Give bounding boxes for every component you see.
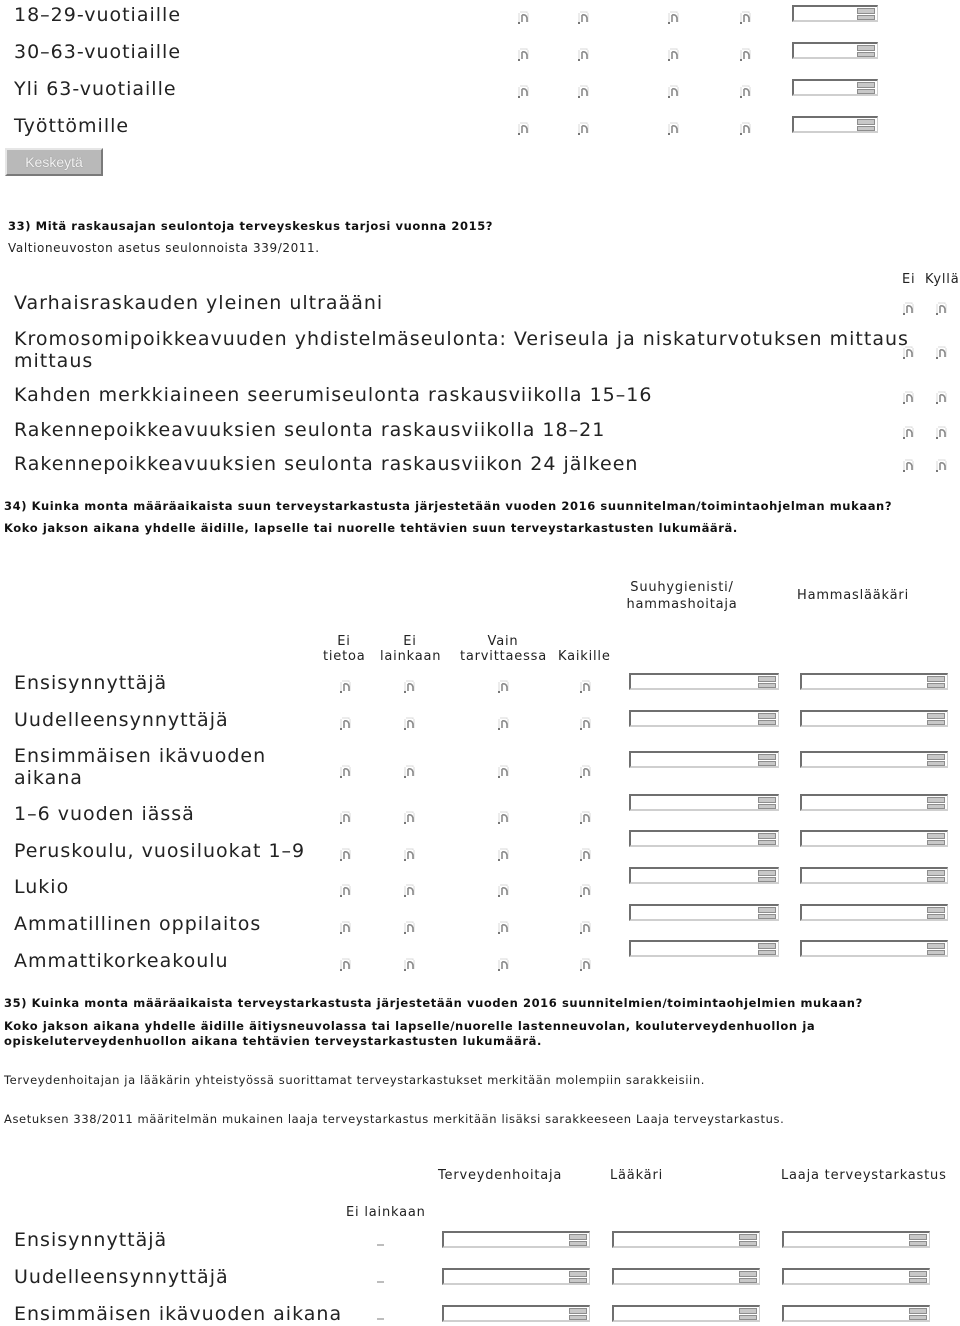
yes-radio[interactable] <box>933 458 949 474</box>
column-wide-check-header: Laaja terveystarkastus <box>781 1168 947 1183</box>
column-header: Ei <box>403 634 417 649</box>
no-radio[interactable] <box>900 458 916 474</box>
dentist-count-input[interactable] <box>800 867 948 884</box>
answer-radio[interactable] <box>337 883 353 899</box>
question-33-title: 33) Mitä raskausajan seulontoja terveyskeskus tarjosi vuonna 2015? <box>8 219 494 233</box>
answer-radio[interactable] <box>575 121 591 137</box>
age-stage-label: Ensimmäisen ikävuoden <box>14 745 267 767</box>
spinner-arrows-icon[interactable] <box>569 1308 587 1320</box>
none-checkbox[interactable] <box>377 1318 384 1320</box>
answer-radio[interactable] <box>575 47 591 63</box>
answer-radio[interactable] <box>337 957 353 973</box>
answer-radio[interactable] <box>401 957 417 973</box>
age-group-label: Työttömille <box>14 115 130 137</box>
age-stage-label: 1–6 vuoden iässä <box>14 803 195 825</box>
question-35-title: 35) Kuinka monta määräaikaista terveystarkastusta järjestetään vuoden 2016 suunnitelmien/toimintaohjelmien mukaan? <box>4 996 863 1010</box>
answer-radio[interactable] <box>577 847 593 863</box>
spinner-arrows-icon[interactable] <box>927 870 945 882</box>
dentist-count-input[interactable] <box>800 710 948 727</box>
answer-radio[interactable] <box>495 957 511 973</box>
answer-radio[interactable] <box>515 47 531 63</box>
wide-check-count-input[interactable] <box>782 1268 930 1285</box>
spinner-arrows-icon[interactable] <box>758 713 776 725</box>
answer-radio[interactable] <box>515 84 531 100</box>
hygienist-count-input[interactable] <box>629 904 779 921</box>
spinner-arrows-icon[interactable] <box>758 907 776 919</box>
screening-label: mittaus <box>14 350 94 372</box>
answer-radio[interactable] <box>737 84 753 100</box>
spinner-arrows-icon[interactable] <box>758 943 776 955</box>
dentist-count-input[interactable] <box>800 794 948 811</box>
dentist-count-input[interactable] <box>800 904 948 921</box>
column-nurse-header: Terveydenhoitaja <box>438 1168 563 1183</box>
column-header: Ei <box>337 634 351 649</box>
answer-radio[interactable] <box>737 47 753 63</box>
answer-radio[interactable] <box>515 10 531 26</box>
age-stage-label: Ammattikorkeakoulu <box>14 950 229 972</box>
answer-radio[interactable] <box>401 847 417 863</box>
answer-radio[interactable] <box>665 121 681 137</box>
spinner-arrows-icon[interactable] <box>758 833 776 845</box>
spinner-arrows-icon[interactable] <box>758 676 776 688</box>
question-33-note: Valtioneuvoston asetus seulonnoista 339/2011. <box>8 241 320 255</box>
spinner-arrows-icon[interactable] <box>857 82 875 94</box>
column-header: tietoa <box>323 649 366 664</box>
spinner-arrows-icon[interactable] <box>909 1234 927 1246</box>
dentist-count-input[interactable] <box>800 751 948 768</box>
question-35-subtitle: opiskeluterveydenhuollon aikana tehtävien terveystarkastusten lukumäärä. <box>4 1034 542 1048</box>
screening-label: Rakennepoikkeavuuksien seulonta raskausviikolla 18–21 <box>14 419 606 441</box>
nurse-count-input[interactable] <box>442 1231 590 1248</box>
column-no-header: Ei <box>902 272 916 287</box>
age-stage-label: Uudelleensynnyttäjä <box>14 1266 229 1288</box>
count-input[interactable] <box>792 79 878 96</box>
column-doctor-header: Lääkäri <box>610 1168 663 1183</box>
no-radio[interactable] <box>900 301 916 317</box>
wide-check-count-input[interactable] <box>782 1231 930 1248</box>
answer-radio[interactable] <box>575 84 591 100</box>
answer-radio[interactable] <box>337 920 353 936</box>
answer-radio[interactable] <box>577 810 593 826</box>
answer-radio[interactable] <box>337 847 353 863</box>
age-group-label: 18–29-vuotiaille <box>14 4 182 26</box>
hygienist-count-input[interactable] <box>629 751 779 768</box>
dentist-count-input[interactable] <box>800 830 948 847</box>
hygienist-count-input[interactable] <box>629 794 779 811</box>
spinner-arrows-icon[interactable] <box>927 713 945 725</box>
spinner-arrows-icon[interactable] <box>758 797 776 809</box>
answer-radio[interactable] <box>495 847 511 863</box>
answer-radio[interactable] <box>337 764 353 780</box>
screening-label: Kromosomipoikkeavuuden yhdistelmäseulonta: Veriseula ja niskaturvotuksen mittaus <box>14 328 909 350</box>
hygienist-count-input[interactable] <box>629 830 779 847</box>
count-input[interactable] <box>792 42 878 59</box>
spinner-arrows-icon[interactable] <box>927 907 945 919</box>
age-stage-label: aikana <box>14 767 83 789</box>
column-header: tarvittaessa <box>460 649 547 664</box>
spinner-arrows-icon[interactable] <box>909 1271 927 1283</box>
age-stage-label: Ensimmäisen ikävuoden aikana <box>14 1303 343 1325</box>
age-stage-label: Lukio <box>14 876 70 898</box>
spinner-arrows-icon[interactable] <box>739 1271 757 1283</box>
spinner-arrows-icon[interactable] <box>927 676 945 688</box>
answer-radio[interactable] <box>665 47 681 63</box>
answer-radio[interactable] <box>337 810 353 826</box>
spinner-arrows-icon[interactable] <box>569 1234 587 1246</box>
answer-radio[interactable] <box>577 883 593 899</box>
spinner-arrows-icon[interactable] <box>739 1308 757 1320</box>
spinner-arrows-icon[interactable] <box>739 1234 757 1246</box>
answer-radio[interactable] <box>401 716 417 732</box>
answer-radio[interactable] <box>337 716 353 732</box>
group-hygienist-header: hammashoitaja <box>626 597 738 612</box>
answer-radio[interactable] <box>577 764 593 780</box>
question-34-title: 34) Kuinka monta määräaikaista suun terveystarkastusta järjestetään vuoden 2016 suunnitelman/toimintaohjelman mukaan? <box>4 499 893 513</box>
age-stage-label: Peruskoulu, vuosiluokat 1–9 <box>14 840 306 862</box>
doctor-count-input[interactable] <box>612 1268 760 1285</box>
doctor-count-input[interactable] <box>612 1305 760 1322</box>
answer-radio[interactable] <box>665 10 681 26</box>
cancel-button[interactable]: Keskeytä <box>5 148 103 176</box>
answer-radio[interactable] <box>495 810 511 826</box>
answer-radio[interactable] <box>495 764 511 780</box>
nurse-count-input[interactable] <box>442 1305 590 1322</box>
yes-radio[interactable] <box>933 345 949 361</box>
spinner-arrows-icon[interactable] <box>909 1308 927 1320</box>
spinner-arrows-icon[interactable] <box>927 833 945 845</box>
answer-radio[interactable] <box>665 84 681 100</box>
question-35-note: Asetuksen 338/2011 määritelmän mukainen laaja terveystarkastus merkitään lisäksi sarakkeeseen Laaja terveystarkastus. <box>4 1112 785 1126</box>
answer-radio[interactable] <box>401 679 417 695</box>
wide-check-count-input[interactable] <box>782 1305 930 1322</box>
answer-radio[interactable] <box>401 810 417 826</box>
spinner-arrows-icon[interactable] <box>569 1271 587 1283</box>
dentist-count-input[interactable] <box>800 673 948 690</box>
column-yes-header: Kyllä <box>925 272 960 287</box>
answer-radio[interactable] <box>577 716 593 732</box>
question-35-note: Terveydenhoitajan ja lääkärin yhteistyössä suorittamat terveystarkastukset merkitään molempiin sarakkeisiin. <box>4 1073 705 1087</box>
spinner-arrows-icon[interactable] <box>758 754 776 766</box>
hygienist-count-input[interactable] <box>629 867 779 884</box>
count-input[interactable] <box>792 5 878 22</box>
hygienist-count-input[interactable] <box>629 710 779 727</box>
screening-label: Kahden merkkiaineen seerumiseulonta raskausviikolla 15–16 <box>14 384 653 406</box>
age-group-label: 30–63-vuotiaille <box>14 41 182 63</box>
count-input[interactable] <box>792 116 878 133</box>
question-34-subtitle: Koko jakson aikana yhdelle äidille, lapselle tai nuorelle tehtävien suun terveystarkastusten lukumäärä. <box>4 521 738 535</box>
no-radio[interactable] <box>900 425 916 441</box>
age-stage-label: Ensisynnyttäjä <box>14 672 168 694</box>
screening-label: Rakennepoikkeavuuksien seulonta raskausviikon 24 jälkeen <box>14 453 639 475</box>
age-stage-label: Ensisynnyttäjä <box>14 1229 168 1251</box>
answer-radio[interactable] <box>401 764 417 780</box>
answer-radio[interactable] <box>401 920 417 936</box>
dentist-count-input[interactable] <box>800 940 948 957</box>
answer-radio[interactable] <box>737 10 753 26</box>
spinner-arrows-icon[interactable] <box>927 943 945 955</box>
group-dentist-header: Hammaslääkäri <box>797 588 909 603</box>
answer-radio[interactable] <box>577 679 593 695</box>
none-checkbox[interactable] <box>377 1281 384 1283</box>
spinner-arrows-icon[interactable] <box>758 870 776 882</box>
answer-radio[interactable] <box>401 883 417 899</box>
spinner-arrows-icon[interactable] <box>857 119 875 131</box>
column-header: lainkaan <box>380 649 442 664</box>
column-none-header: Ei lainkaan <box>346 1205 426 1220</box>
column-header: Vain <box>487 634 519 649</box>
answer-radio[interactable] <box>737 121 753 137</box>
group-hygienist-header: Suuhygienisti/ <box>630 580 734 595</box>
column-header: Kaikille <box>558 649 611 664</box>
yes-radio[interactable] <box>933 390 949 406</box>
answer-radio[interactable] <box>337 679 353 695</box>
age-group-label: Yli 63-vuotiaille <box>14 78 177 100</box>
yes-radio[interactable] <box>933 301 949 317</box>
spinner-arrows-icon[interactable] <box>857 8 875 20</box>
spinner-arrows-icon[interactable] <box>927 797 945 809</box>
answer-radio[interactable] <box>575 10 591 26</box>
age-stage-label: Uudelleensynnyttäjä <box>14 709 229 731</box>
answer-radio[interactable] <box>495 883 511 899</box>
answer-radio[interactable] <box>577 957 593 973</box>
hygienist-count-input[interactable] <box>629 940 779 957</box>
answer-radio[interactable] <box>495 920 511 936</box>
spinner-arrows-icon[interactable] <box>857 45 875 57</box>
yes-radio[interactable] <box>933 425 949 441</box>
doctor-count-input[interactable] <box>612 1231 760 1248</box>
no-radio[interactable] <box>900 345 916 361</box>
screening-label: Varhaisraskauden yleinen ultraääni <box>14 292 384 314</box>
question-35-subtitle: Koko jakson aikana yhdelle äidille äitiysneuvolassa tai lapselle/nuorelle lastenneuvolan, kouluterveydenhuollon ja <box>4 1019 816 1033</box>
answer-radio[interactable] <box>495 679 511 695</box>
hygienist-count-input[interactable] <box>629 673 779 690</box>
no-radio[interactable] <box>900 390 916 406</box>
spinner-arrows-icon[interactable] <box>927 754 945 766</box>
answer-radio[interactable] <box>577 920 593 936</box>
answer-radio[interactable] <box>515 121 531 137</box>
nurse-count-input[interactable] <box>442 1268 590 1285</box>
answer-radio[interactable] <box>495 716 511 732</box>
age-stage-label: Ammatillinen oppilaitos <box>14 913 262 935</box>
none-checkbox[interactable] <box>377 1244 384 1246</box>
